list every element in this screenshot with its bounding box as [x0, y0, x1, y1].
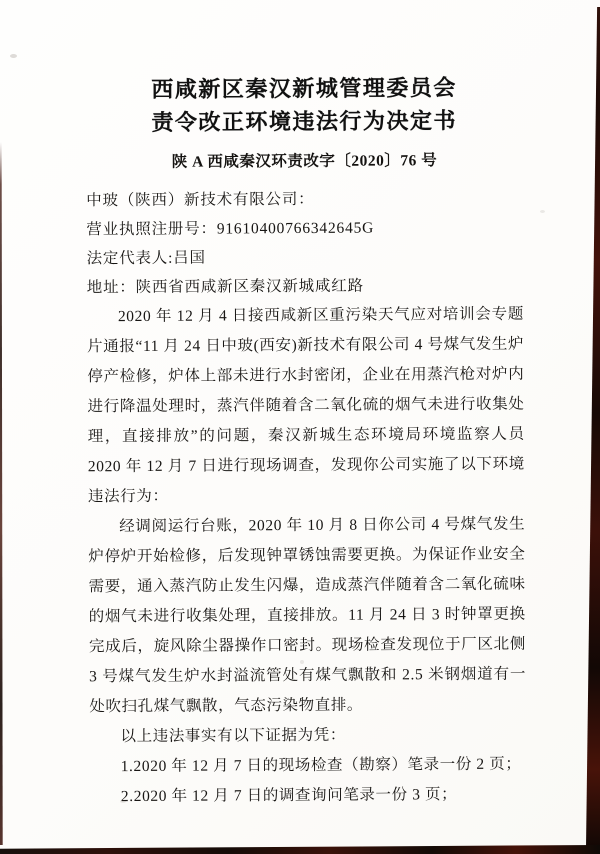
evidence-item-2: 2.2020 年 12 月 7 日的调查询问笔录一份 3 页；: [120, 786, 458, 806]
business-license-number: 营业执照注册号：91610400766342645G: [86, 219, 375, 239]
body-paragraph-1: 2020 年 12 月 4 日接西咸新区重污染天气应对培训会专题片通报“11 月 24 日中玻(西安)新技术有限公司 4 号煤气发生炉停产检修，炉体上部未进行水封密闭，企业在用蒸汽枪对炉内进行降温处理时，蒸汽伴随着含二氧化硫的烟气未进行收集处理，直接排放”的问题，秦汉新城生态环境局环境监察人员 2020 年 12 月 7 日进行现场调查，发现你公司实施了以下环境违法行为：: [87, 305, 525, 506]
scan-speckle: [300, 660, 304, 664]
company-address: 地址：陕西省西咸新区秦汉新城咸红路: [86, 277, 364, 297]
scan-speckle: [120, 800, 126, 803]
scan-speckle: [540, 210, 545, 213]
document-title-line1: 西咸新区秦汉新城管理委员会: [151, 75, 457, 102]
evidence-header: 以上违法事实有以下证据为凭：: [120, 726, 346, 746]
document-number: 陕 A 西咸秦汉环责改字〔2020〕76 号: [171, 152, 438, 171]
scan-speckle: [500, 455, 504, 458]
recipient-name: 中玻（陕西）新技术有限公司：: [86, 190, 315, 210]
scan-shadow-bottom: [0, 843, 600, 854]
recipient-info-block: [86, 184, 524, 303]
legal-representative: 法定代表人:吕国: [86, 249, 206, 268]
scan-speckle: [10, 54, 17, 58]
body-paragraph-2: 经调阅运行台账，2020 年 10 月 8 日你公司 4 号煤气发生炉停炉开始检修，后发现钟罩锈蚀需要更换。为保证作业安全需要，通入蒸汽防止发生闪爆，造成蒸汽伴随着含二氧化硫味的烟气未进行收集处理，直接排放。11 月 24 日 3 时钟罩更换完成后，旋风除尘器操作口密封。现场检查发现位于厂区北侧 3 号煤气发生炉水封溢流管处有煤气飘散和 2.5 米钢烟道有一处吹扫孔煤气飘散，气态污染物直排。: [88, 515, 527, 716]
evidence-item-1: 1.2020 年 12 月 7 日的现场检查（勘察）笔录一份 2 页；: [120, 755, 522, 776]
document-title-line2: 责令改正环境违法行为决定书: [151, 108, 458, 135]
